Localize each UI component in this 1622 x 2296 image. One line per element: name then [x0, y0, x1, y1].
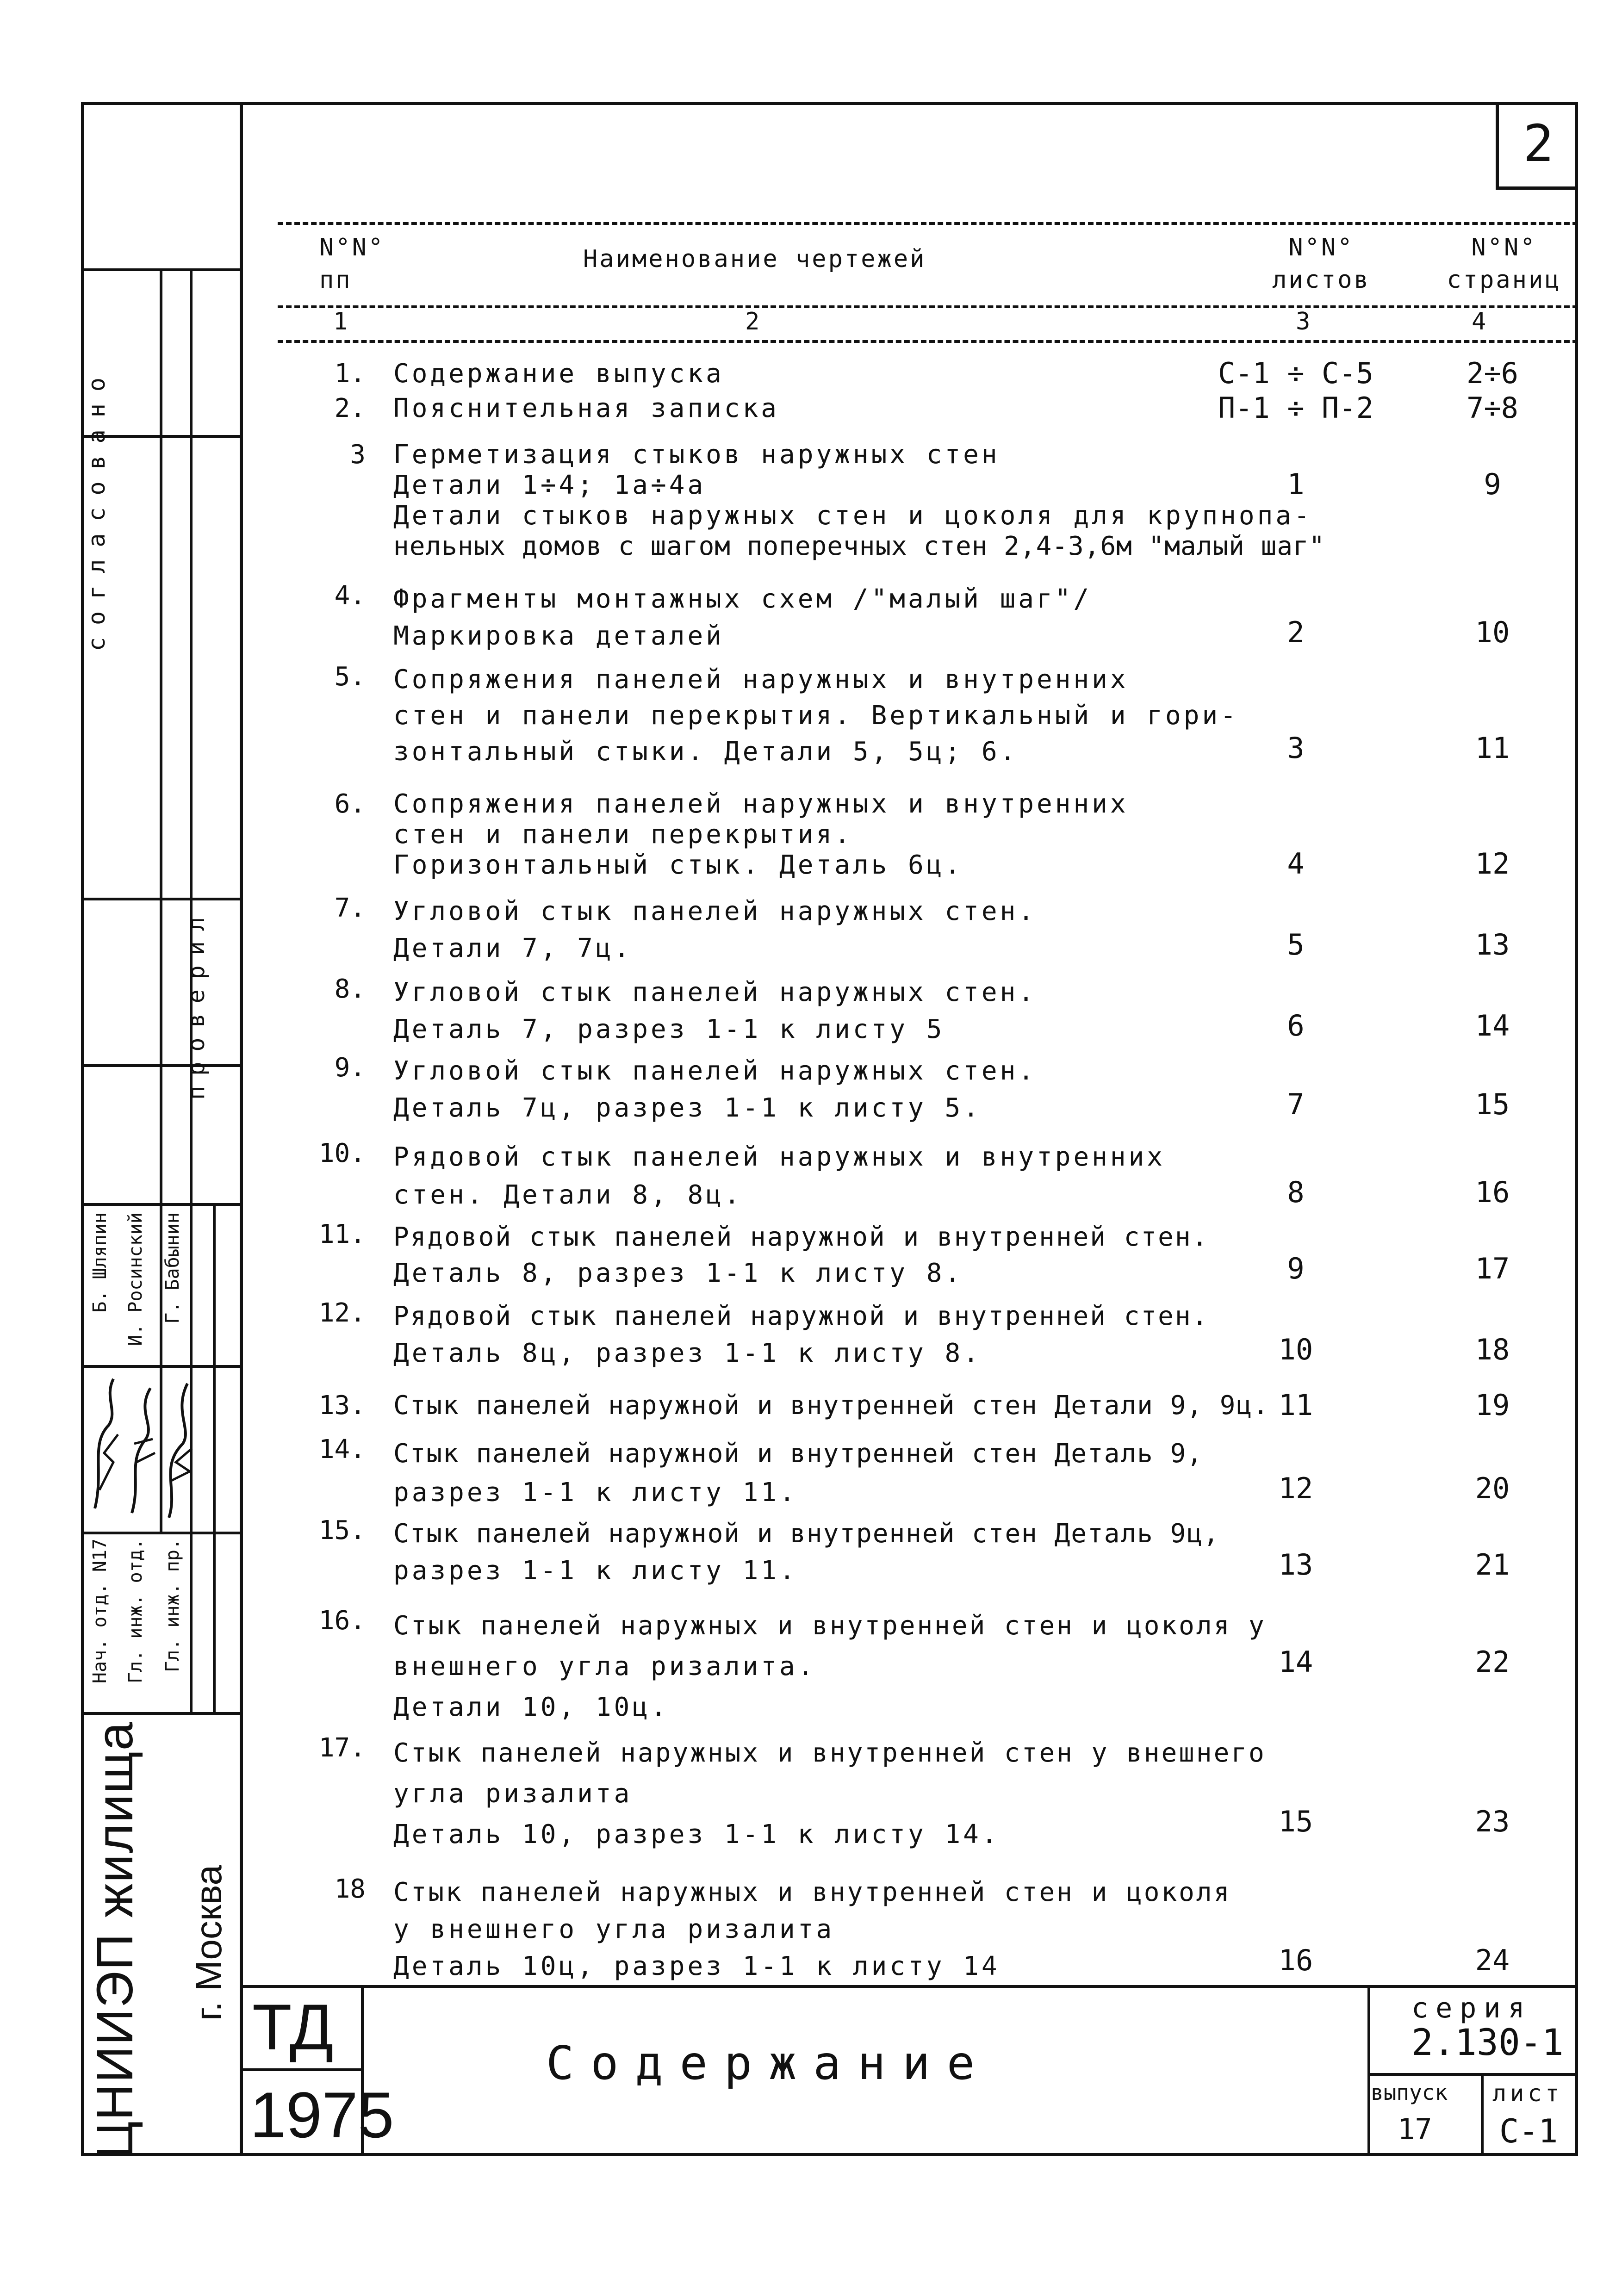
stamp-divider [81, 1532, 243, 1534]
header-rule-bottom [278, 340, 1578, 343]
row-sheet: С-1 ÷ С-5 [1218, 356, 1373, 390]
row-title-line: Деталь 8ц, разрез 1-1 к листу 8. [393, 1338, 982, 1368]
header-index-4: 4 [1472, 308, 1488, 335]
stamp-divider [213, 1203, 216, 1712]
row-number: 9. [334, 1053, 366, 1083]
stamp-divider [81, 1203, 243, 1206]
page-number: 2 [1496, 102, 1578, 190]
series-label: серия [1411, 1992, 1532, 2024]
role-1: Нач. отд. N17 [89, 1539, 111, 1684]
row-sheet: 16 [1278, 1943, 1313, 1977]
row-title-line: Угловой стык панелей наружных стен. [393, 896, 1037, 926]
row-sheet: 5 [1287, 928, 1305, 962]
row-page: 7÷8 [1467, 391, 1518, 425]
row-sheet: 13 [1278, 1548, 1313, 1582]
row-title [393, 1219, 1273, 1291]
role-2: Гл. инж. отд. [125, 1539, 146, 1684]
row-title-line: Фрагменты монтажных схем /"малый шаг"/ [393, 584, 1092, 614]
row-title-line: Угловой стык панелей наружных стен. [393, 1056, 1037, 1086]
name-2: И. Росинский [125, 1212, 146, 1346]
row-title [393, 1874, 1273, 1985]
name-1: Б. Шляпин [89, 1212, 111, 1313]
row-title-line: Сопряжения панелей наружных и внутренних [393, 789, 1129, 819]
title-block-divider [243, 2068, 361, 2071]
row-sheet: 9 [1287, 1252, 1305, 1285]
issue-label: выпуск [1371, 2080, 1448, 2105]
row-page: 10 [1475, 615, 1510, 649]
row-title-line: Деталь 10ц, разрез 1-1 к листу 14 [393, 1951, 1000, 1981]
header-index-1: 1 [333, 308, 350, 335]
stamp-divider [81, 1365, 243, 1368]
row-title-line: Деталь 8, разрез 1-1 к листу 8. [393, 1258, 963, 1288]
row-number: 18 [334, 1874, 366, 1904]
name-3: Г. Бабынин [162, 1212, 183, 1324]
row-number: 14. [318, 1434, 366, 1464]
row-title-line: Герметизация стыков наружных стен [393, 440, 1000, 470]
row-title-line: Деталь 7, разрез 1-1 к листу 5 [393, 1014, 945, 1044]
row-title [393, 1390, 1273, 1421]
row-number: 1. [334, 359, 366, 389]
row-title-line: Деталь 10, разрез 1-1 к листу 14. [393, 1819, 1000, 1849]
row-title [393, 1733, 1273, 1855]
row-title-line: Содержание выпуска [393, 359, 724, 389]
row-title-line: Стык панелей наружных и внутренней стен у внешнего [393, 1738, 1266, 1768]
row-page: 24 [1475, 1943, 1510, 1977]
row-title-line: зонтальный стыки. Детали 5, 5ц; 6. [393, 737, 1019, 767]
row-sheet: 6 [1287, 1009, 1305, 1043]
row-title [393, 440, 1325, 562]
row-number: 5. [334, 662, 366, 692]
row-sheet: 11 [1278, 1388, 1313, 1422]
row-title [393, 1606, 1273, 1728]
row-title-line: Рядовой стык панелей наружной и внутренней стен. [393, 1301, 1209, 1331]
row-title [393, 1053, 1273, 1127]
row-page: 22 [1475, 1645, 1510, 1679]
row-title [393, 1298, 1273, 1372]
title-block-divider [1367, 1985, 1370, 2156]
header-rule-top [278, 222, 1578, 225]
city-label: г. Москва [188, 1865, 229, 2021]
row-sheet: 4 [1287, 847, 1305, 881]
row-page: 9 [1484, 467, 1501, 501]
row-number: 2. [334, 393, 366, 423]
header-col-title: Наименование чертежей [583, 245, 926, 273]
header-index-2: 2 [745, 308, 762, 335]
row-title-line: Сопряжения панелей наружных и внутренних [393, 664, 1129, 695]
row-sheet: П-1 ÷ П-2 [1218, 391, 1373, 425]
row-title-line: Маркировка деталей [393, 621, 724, 651]
row-page: 20 [1475, 1471, 1510, 1505]
header-col-num: N°N° пп [319, 234, 385, 294]
row-title-line: стен и панели перекрытия. [393, 819, 853, 850]
checked-label: проверил [183, 907, 210, 1100]
row-title-line: Детали 7, 7ц. [393, 933, 633, 963]
row-page: 21 [1475, 1548, 1510, 1582]
row-title-line: Рядовой стык панелей наружной и внутренней стен. [393, 1222, 1209, 1252]
organization-logo: ЦНИИЭП жилища [87, 1721, 143, 2159]
row-page: 19 [1475, 1388, 1510, 1422]
code-label: ТД [252, 1991, 334, 2063]
row-number: 12. [318, 1298, 366, 1328]
title-block-divider [1367, 2073, 1578, 2076]
row-page: 12 [1475, 847, 1510, 881]
row-page: 11 [1475, 731, 1510, 765]
row-page: 14 [1475, 1009, 1510, 1043]
row-page: 23 [1475, 1805, 1510, 1838]
row-number: 17. [318, 1733, 366, 1763]
row-page: 16 [1475, 1175, 1510, 1209]
row-title-line: Деталь 7ц, разрез 1-1 к листу 5. [393, 1093, 982, 1123]
row-page: 13 [1475, 928, 1510, 962]
row-sheet: 10 [1278, 1333, 1313, 1366]
sheet-label: лист [1492, 2080, 1563, 2107]
row-title-line: разрез 1-1 к листу 11. [393, 1477, 798, 1508]
signatures [86, 1370, 197, 1527]
sheet-value: С-1 [1499, 2112, 1558, 2150]
row-number: 16. [318, 1606, 366, 1636]
row-page: 2÷6 [1467, 356, 1518, 390]
row-title-line: Стык панелей наружной и внутренней стен Деталь 9, [393, 1439, 1204, 1469]
row-title-line: Детали стыков наружных стен и цоколя для крупнопа- [393, 501, 1312, 531]
row-title-line: угла ризалита [393, 1779, 633, 1809]
row-title-line: Стык панелей наружной и внутренней стен Деталь 9ц, [393, 1519, 1220, 1549]
row-number: 15. [318, 1515, 366, 1545]
row-title [393, 581, 1273, 655]
stamp-divider [81, 268, 243, 271]
row-title [393, 393, 1273, 424]
row-page: 18 [1475, 1333, 1510, 1366]
row-sheet: 12 [1278, 1471, 1313, 1505]
row-number: 11. [318, 1219, 366, 1249]
role-3: Гл. инж. пр. [162, 1539, 183, 1672]
header-col-sheets: N°N° листов [1272, 234, 1370, 294]
issue-value: 17 [1398, 2112, 1432, 2146]
row-title [393, 1138, 1273, 1214]
row-title-line: стен и панели перекрытия. Вертикальный и гори- [393, 701, 1239, 731]
row-title-line: внешнего угла ризалита. [393, 1651, 816, 1682]
row-title [393, 1515, 1273, 1589]
row-title-line: Угловой стык панелей наружных стен. [393, 977, 1037, 1007]
header-rule-mid [278, 305, 1578, 308]
row-sheet: 1 [1287, 467, 1305, 501]
row-title [393, 1434, 1273, 1512]
stamp-divider [81, 898, 243, 900]
row-sheet: 8 [1287, 1175, 1305, 1209]
row-title-line: Стык панелей наружных и внутренней стен и цоколя у [393, 1611, 1266, 1641]
agreed-label: согласовано [83, 366, 110, 652]
row-number: 7. [334, 893, 366, 923]
row-title [393, 789, 1273, 881]
row-title-line: Детали 1÷4; 1а÷4а [393, 470, 706, 500]
row-sheet: 15 [1278, 1805, 1313, 1838]
row-number: 3 [350, 440, 366, 470]
row-title [393, 359, 1273, 389]
row-number: 10. [318, 1138, 366, 1168]
row-sheet: 3 [1287, 731, 1305, 765]
row-title-line: Горизонтальный стык. Деталь 6ц. [393, 850, 963, 880]
row-number: 6. [334, 789, 366, 819]
row-number: 13. [318, 1390, 366, 1421]
row-number: 4. [334, 581, 366, 611]
row-page: 15 [1475, 1087, 1510, 1121]
row-title-line: разрез 1-1 к листу 11. [393, 1556, 798, 1586]
stamp-divider [81, 1064, 243, 1067]
row-title [393, 974, 1273, 1048]
stamp-divider [81, 1712, 243, 1715]
row-page: 17 [1475, 1252, 1510, 1285]
row-sheet: 14 [1278, 1645, 1313, 1679]
header-index-3: 3 [1296, 308, 1312, 335]
row-title-line: Пояснительная записка [393, 393, 780, 423]
title-block-top-rule [243, 1985, 1578, 1988]
row-number: 8. [334, 974, 366, 1004]
year-label: 1975 [250, 2079, 394, 2151]
row-title [393, 662, 1273, 770]
row-title-line: Стык панелей наружных и внутренней стен и цоколя [393, 1877, 1231, 1907]
row-title-line: Рядовой стык панелей наружных и внутренних [393, 1142, 1166, 1172]
sheet-title: Содержание [546, 2036, 992, 2090]
row-title [393, 893, 1273, 967]
row-sheet: 7 [1287, 1087, 1305, 1121]
title-block-divider [1481, 2073, 1484, 2156]
row-title-line: Стык панелей наружной и внутренней стен Детали 9, 9ц. [393, 1390, 1269, 1421]
row-sheet: 2 [1287, 615, 1305, 649]
row-title-line: Детали 10, 10ц. [393, 1692, 669, 1722]
row-title-line: нельных домов с шагом поперечных стен 2,4-3,6м "малый шаг" [393, 531, 1325, 561]
row-title-line: стен. Детали 8, 8ц. [393, 1180, 743, 1210]
row-title-line: у внешнего угла ризалита [393, 1914, 835, 1944]
header-col-pages: N°N° страниц [1447, 234, 1561, 294]
series-value: 2.130-1 [1411, 2022, 1564, 2064]
